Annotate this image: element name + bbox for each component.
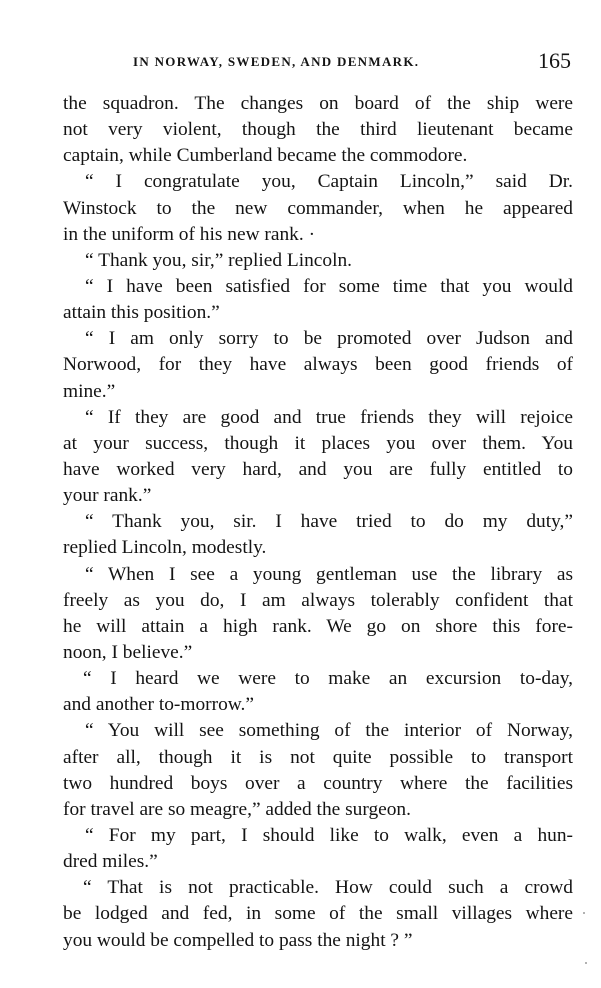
- running-title: IN NORWAY, SWEDEN, AND DENMARK.: [133, 54, 420, 69]
- text-line: “ I am only sorry to be promoted over Judson and: [85, 328, 573, 350]
- text-line: have worked very hard, and you are fully entitled to: [63, 458, 573, 480]
- text-line: “ If they are good and true friends they will rejoice: [85, 406, 573, 428]
- page-number: 165: [538, 48, 571, 73]
- text-line: “ I heard we were to make an excursion to-day,: [83, 668, 573, 690]
- text-line: not very violent, though the third lieutenant became: [63, 119, 573, 141]
- text-line: at your success, though it places you over them. You: [63, 432, 573, 454]
- text-line: be lodged and fed, in some of the small villages where: [63, 903, 573, 925]
- body-text: [63, 91, 573, 954]
- text-line: he will attain a high rank. We go on shore this fore-: [63, 615, 573, 637]
- text-line: “ I have been satisfied for some time that you would: [85, 275, 573, 297]
- text-line: Norwood, for they have always been good friends of: [63, 354, 573, 376]
- text-line: the squadron. The changes on board of the ship were: [63, 93, 573, 114]
- text-line: “ That is not practicable. How could such a crowd: [83, 877, 573, 899]
- text-line: captain, while Cumberland became the commodore.: [63, 145, 468, 167]
- text-line: “ You will see something of the interior of Norway,: [85, 720, 573, 742]
- text-line: after all, though it is not quite possible to transport: [63, 746, 573, 768]
- text-line: freely as you do, I am always tolerably confident that: [63, 589, 573, 611]
- text-line: “ Thank you, sir. I have tried to do my duty,”: [85, 511, 573, 533]
- text-line: dred miles.”: [63, 851, 158, 873]
- text-line: your rank.”: [63, 485, 152, 507]
- text-line: and another to-morrow.”: [63, 694, 254, 716]
- text-line: Winstock to the new commander, when he appeared: [63, 197, 573, 219]
- text-line: for travel are so meagre,” added the surgeon.: [63, 798, 411, 820]
- running-head: [0, 48, 601, 76]
- text-line: in the uniform of his new rank. ·: [63, 223, 316, 245]
- text-line: “ For my part, I should like to walk, even a hun-: [85, 824, 573, 846]
- text-line: two hundred boys over a country where the facilities: [63, 772, 573, 794]
- text-line: noon, I believe.”: [63, 641, 193, 663]
- scan-speck: [585, 962, 587, 964]
- text-line: “ When I see a young gentleman use the library as: [85, 563, 573, 585]
- text-line: mine.”: [63, 380, 116, 402]
- text-line: replied Lincoln, modestly.: [63, 537, 267, 559]
- text-line: attain this position.”: [63, 302, 220, 324]
- text-line: “ I congratulate you, Captain Lincoln,” said Dr.: [85, 171, 573, 193]
- text-line: “ Thank you, sir,” replied Lincoln.: [85, 249, 353, 271]
- text-line: you would be compelled to pass the night ? ”: [63, 929, 413, 951]
- scan-speck: [583, 912, 585, 914]
